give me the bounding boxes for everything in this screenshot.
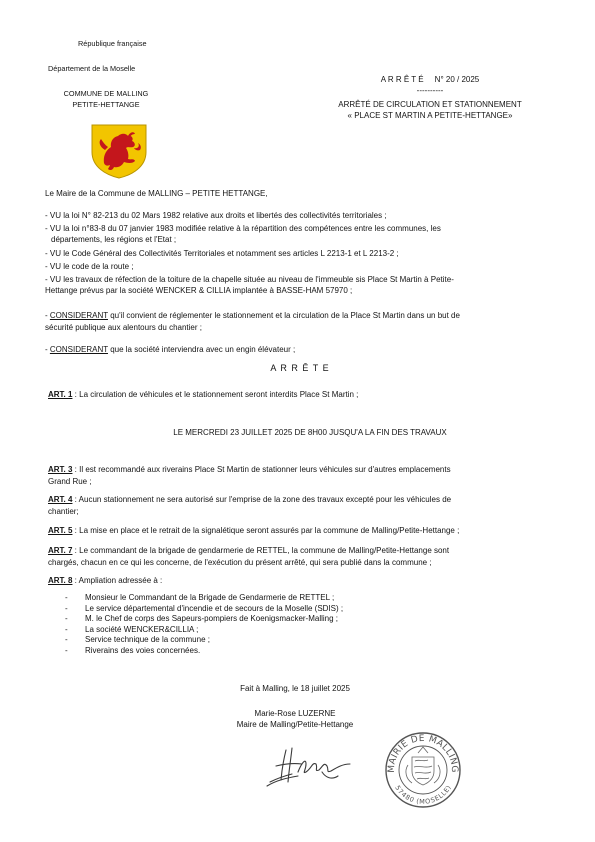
ampliation-list <box>65 592 465 656</box>
departement-label: Département de la Moselle <box>48 64 136 73</box>
article-label: ART. 3 <box>48 465 73 474</box>
considerant-keyword: CONSIDERANT <box>49 345 108 354</box>
signatory-role: Maire de Malling/Petite-Hettange <box>236 720 354 729</box>
commune-name-line1: COMMUNE DE MALLING <box>63 89 149 98</box>
signatory-name: Marie-Rose LUZERNE <box>254 709 336 718</box>
date-line: LE MERCREDI 23 JUILLET 2025 DE 8H00 JUSQU'A LA FIN DES TRAVAUX <box>173 428 447 437</box>
place-date: Fait à Malling, le 18 juillet 2025 <box>240 684 350 693</box>
considerant-item-continuation: sécurité publique aux alentours du chantier ; <box>45 323 202 332</box>
vu-item: - VU le Code Général des Collectivités Territoriales et notamment ses articles L 2213-1 et L 2213-2 ; <box>45 249 399 258</box>
article-label: ART. 1 <box>48 390 73 399</box>
vu-item: - VU les travaux de réfection de la toiture de la chapelle située au niveau de l'immeuble sis Place St Martin à Petite- <box>45 275 454 284</box>
article-1 <box>48 389 358 400</box>
vu-item-continuation: Hettange prévus par la société WENCKER & CILLIA implantée à BASSE-HAM 57970 ; <box>45 286 353 295</box>
list-item: - M. le Chef de corps des Sapeurs-pompiers de Koenigsmacker-Malling ; <box>65 614 339 624</box>
considerant-item: - CONSIDERANT que la société interviendra avec un engin élévateur ; <box>45 345 296 354</box>
article-continuation: Grand Rue ; <box>48 477 92 486</box>
article-continuation: chantier; <box>48 507 79 516</box>
article-text: : Ampliation adressée à : <box>72 576 163 585</box>
article-4 <box>48 494 451 505</box>
vu-item-continuation: départements, les régions et l'Etat ; <box>51 235 177 244</box>
article-text: : La mise en place et le retrait de la signalétique seront assurés par la commune de Malling/Petite-Hettange ; <box>72 526 460 535</box>
vu-item: - VU le code de la route ; <box>45 262 134 271</box>
article-5 <box>48 525 459 536</box>
article-text: : La circulation de véhicules et le stationnement seront interdits Place St Martin ; <box>72 390 359 399</box>
seal-top-text: MAIRIE DE MALLING <box>386 733 460 774</box>
article-3 <box>48 464 451 475</box>
list-item: - Riverains des voies concernées. <box>65 645 201 655</box>
article-continuation: chargés, chacun en ce qui les concerne, de l'exécution du présent arrêté, qui sera publié dans la commune ; <box>48 558 432 567</box>
article-label: ART. 8 <box>48 576 73 585</box>
heraldic-lion-crest-icon <box>88 122 150 180</box>
article-text: : Le commandant de la brigade de gendarmerie de RETTEL, la commune de Malling/Petite-Hettange sont <box>72 546 450 555</box>
handwritten-signature-icon <box>262 742 382 790</box>
article-7 <box>48 545 449 556</box>
republique-label: République française <box>78 39 147 48</box>
intro-text: Le Maire de la Commune de MALLING – PETITE HETTANGE, <box>45 189 268 198</box>
seal-bottom-text: 57480 (MOSELLE) <box>393 784 453 806</box>
article-label: ART. 7 <box>48 546 73 555</box>
arrete-heading: A R R Ê T E <box>270 363 330 373</box>
arrete-number: A R R Ê T É N° 20 / 2025 <box>380 75 480 84</box>
list-item: - La société WENCKER&CILLIA ; <box>65 624 199 634</box>
arrete-title-line1: ARRÊTÉ DE CIRCULATION ET STATIONNEMENT <box>338 100 522 109</box>
list-item: - Monsieur le Commandant de la Brigade de Gendarmerie de RETTEL ; <box>65 593 335 602</box>
arrete-title-line2: « PLACE ST MARTIN A PETITE-HETTANGE» <box>347 111 513 120</box>
article-label: ART. 4 <box>48 495 73 504</box>
article-text: : Il est recommandé aux riverains Place St Martin de stationner leurs véhicules sur d'autres emplacements <box>72 465 451 474</box>
article-text: : Aucun stationnement ne sera autorisé sur l'emprise de la zone des travaux excepté pour les véhicules de <box>72 495 452 504</box>
article-label: ART. 5 <box>48 526 73 535</box>
commune-name-line2: PETITE-HETTANGE <box>72 100 140 109</box>
list-item: - Service technique de la commune ; <box>65 635 210 645</box>
mairie-seal-icon <box>384 731 462 809</box>
considerant-keyword: CONSIDERANT <box>49 311 108 320</box>
vu-item: - VU la loi n°83-8 du 07 janvier 1983 modifiée relative à la répartition des compétences entre les communes, les <box>45 224 441 233</box>
list-item: - Le service départemental d'incendie et de secours de la Moselle (SDIS) ; <box>65 603 344 613</box>
considerant-item: - CONSIDERANT qu'il convient de réglementer le stationnement et la circulation de la Place St Martin dans un but de <box>45 311 460 320</box>
considerant-text: qu'il convient de réglementer le stationnement et la circulation de la Place St Martin dans un but de <box>107 311 460 320</box>
svg-text:57480 (MOSELLE) <box>393 784 452 806</box>
header-divider: ---------- <box>416 86 444 95</box>
article-8 <box>48 575 162 586</box>
vu-item: - VU la loi N° 82-213 du 02 Mars 1982 relative aux droits et libertés des collectivités territoriales ; <box>45 211 387 220</box>
considerant-text: que la société interviendra avec un engin élévateur ; <box>107 345 296 354</box>
